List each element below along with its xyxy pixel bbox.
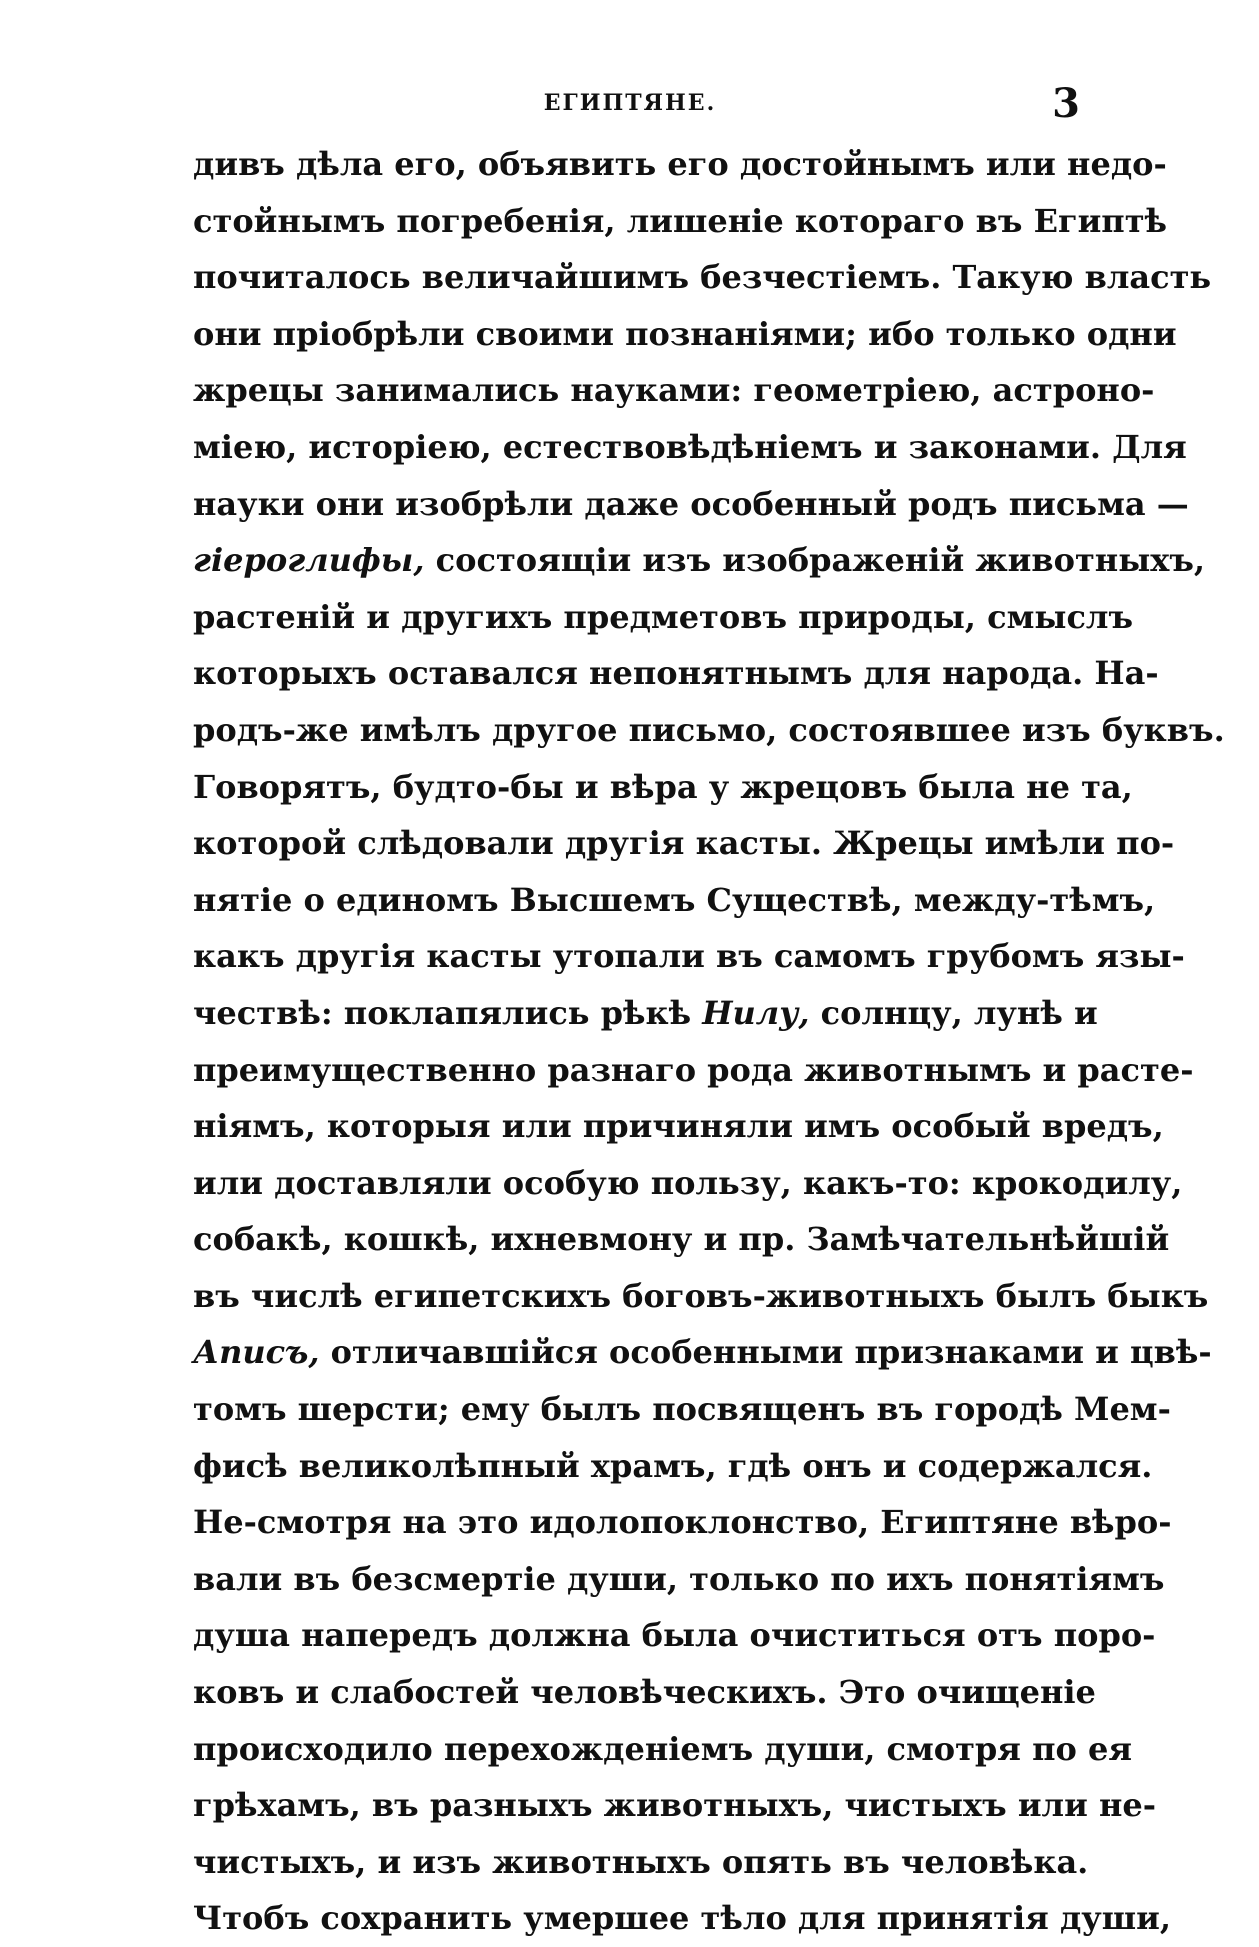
text-line: науки они изобрѣли даже особенный родъ письма — <box>193 484 1189 523</box>
text-line: жрецы занимались науками: геометріею, астроно- <box>193 371 1155 410</box>
text-line: они пріобрѣли своими познаніями; ибо только одни <box>193 314 1177 353</box>
text-line: почиталось величайшимъ безчестіемъ. Такую власть <box>193 258 1212 297</box>
text-line: стойнымъ погребенія, лишеніе котораго въ Египтѣ <box>193 201 1168 240</box>
text-line <box>193 985 1098 1042</box>
line-text: чествѣ: поклапялись рѣкѣ <box>193 993 703 1032</box>
text-line: въ числѣ египетскихъ боговъ-животныхъ былъ быкъ <box>193 1276 1209 1315</box>
text-line: Чтобъ сохранить умершее тѣло для принятія души, <box>193 1899 1172 1938</box>
text-line: растеній и другихъ предметовъ природы, смыслъ <box>193 597 1134 636</box>
text-line: которыхъ оставался непонятнымъ для народа. На- <box>193 654 1159 693</box>
text-line: ніямъ, которыя или причиняли имъ особый вредъ, <box>193 1107 1164 1146</box>
text-line: томъ шерсти; ему былъ посвященъ въ городѣ Мем- <box>193 1390 1171 1429</box>
text-line: дивъ дѣла его, объявить его достойнымъ или недо- <box>193 145 1167 183</box>
body-text <box>193 136 1225 1947</box>
text-line: нятіе о единомъ Высшемъ Существѣ, между-тѣмъ, <box>193 880 1156 919</box>
line-text: состоящіи изъ изображеній животныхъ, <box>424 541 1206 580</box>
text-line: Не-смотря на это идолопоклонство, Египтяне вѣро- <box>193 1503 1172 1542</box>
text-line: душа напередъ должна была очиститься отъ поро- <box>193 1616 1156 1655</box>
text-line: міею, исторіею, естествовѣдѣніемъ и законами. Для <box>193 427 1187 466</box>
italic-term: Аписъ, <box>193 1333 320 1372</box>
text-line: вали въ безсмертіе души, только по ихъ понятіямъ <box>193 1559 1165 1598</box>
text-line: грѣхамъ, въ разныхъ животныхъ, чистыхъ или не- <box>193 1786 1157 1825</box>
text-line: фисѣ великолѣпный храмъ, гдѣ онъ и содержался. <box>193 1446 1153 1485</box>
italic-term: гіероглифы, <box>193 541 425 580</box>
line-text: солнцу, лунѣ и <box>809 993 1098 1032</box>
text-line: Говорятъ, будто-бы и вѣра у жрецовъ была не та, <box>193 767 1133 806</box>
text-line <box>193 1324 1212 1381</box>
text-line: ковъ и слабостей человѣческихъ. Это очищеніе <box>193 1673 1096 1712</box>
running-head-title: ЕГИПТЯНЕ. <box>543 90 717 116</box>
text-line: происходило перехожденіемъ души, смотря по ея <box>193 1729 1132 1768</box>
running-head <box>180 80 1080 127</box>
text-line: чистыхъ, и изъ животныхъ опять въ человѣка. <box>193 1842 1089 1881</box>
text-line: какъ другія касты утопали въ самомъ грубомъ язы- <box>193 937 1185 976</box>
text-line: преимущественно разнаго рода животнымъ и расте- <box>193 1050 1194 1089</box>
text-line <box>193 532 1206 589</box>
text-line: собакѣ, кошкѣ, ихневмону и пр. Замѣчательнѣйшій <box>193 1220 1170 1259</box>
italic-term: Нилу, <box>702 993 810 1032</box>
line-text: отличавшійся особенными признаками и цвѣ- <box>319 1333 1212 1372</box>
text-line: или доставляли особую пользу, какъ-то: крокодилу, <box>193 1163 1183 1202</box>
page-number: 3 <box>1052 80 1080 127</box>
text-line: родъ-же имѣлъ другое письмо, состоявшее изъ буквъ. <box>193 710 1225 749</box>
text-line: которой слѣдовали другія касты. Жрецы имѣли по- <box>193 824 1175 863</box>
